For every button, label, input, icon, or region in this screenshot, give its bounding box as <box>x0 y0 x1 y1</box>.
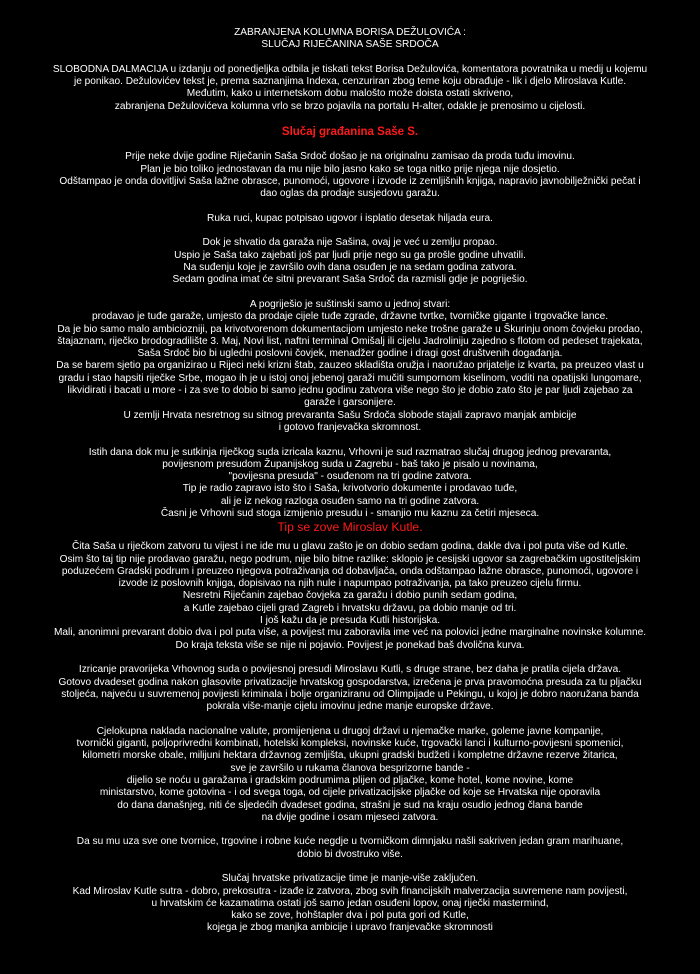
text-line: zabranjena Dežulovićeva kolumna vrlo se brzo pojavila na portalu H-alter, odakle je prenosimo u cijelosti. <box>114 100 586 112</box>
text-line: SLOBODNA DALMACIJA u izdanju od ponedjeljka odbila je tiskati tekst Borisa Dežulovića, komentatora povratnika u medij u kojemu <box>52 63 648 75</box>
text-line: Tip je radio zapravo isto što i Saša, krivotvorio dokumente i prodavao tuđe, <box>182 483 518 495</box>
section-heading-sasa: Slučaj građanina Saše S. <box>281 126 419 139</box>
text-line: izvode iz poslovnih knjiga, dopisivao na njih nule i napumpao potraživanja, pa tako preuzeo cijelu firmu. <box>118 578 582 590</box>
text-line: Odštampao je onda dovitljivi Saša lažne obrasce, punomoći, ugovore i izvode iz zemljišnih knjiga, napravio javnobilježnički pečat i <box>59 175 641 187</box>
text-line: Da se barem sjetio pa organizirao u Rijeci neki krizni štab, zauzeo skladišta oružja i naoružao prijatelje iz kvarta, pa preuzeo vlast u <box>56 360 644 372</box>
text-line: Cjelokupna naklada nacionalne valute, promijenjena u drugoj državi u njemačke marke, goleme javne kompanije, <box>96 725 604 737</box>
text-line: štajaznam, riječko brodogradilište 3. Maj, Novi list, naftni terminal Omišalj ili cijelu Jadroliniju zajedno s flotom od pedeset trajekata, <box>57 335 643 347</box>
paragraph-5 <box>30 447 670 521</box>
text-line: tvornički giganti, poljoprivredni kombinati, hotelski kompleksi, novinske kuće, trgovački lanci i kulturno-povijesni spomenici, <box>76 738 624 750</box>
text-line: a Kutle zajebao cijeli grad Zagreb i hrvatsku državu, pa dobio manje od tri. <box>183 602 517 614</box>
text-line: ali je iz nekog razloga osuđen samo na tri godine zatvora. <box>220 495 480 507</box>
text-line: Izricanje pravorijeka Vrhovnog suda o povijesnoj presudi Miroslavu Kutli, s druge strane, bez daha je pratila cijela država. <box>78 664 622 676</box>
text-line: poduzećem Gradski podrum i preuzeo njegova potraživanja od dobavljača, onda odštampao lažne obrasce, punomoći, ugovore i <box>61 565 639 577</box>
text-line: Da je bio samo malo ambiciozniji, pa krivotvorenom dokumentacijom umjesto neke trošne garaže u Škurinju onom čovjeku prodao, <box>57 323 643 335</box>
section-heading-kutle: Tip se zove Miroslav Kutle. <box>277 520 423 535</box>
paragraph-4 <box>30 299 670 434</box>
article-title <box>30 27 670 52</box>
text-line: Međutim, kako u internetskom dobu malošto može doista ostati skriveno, <box>186 88 514 100</box>
paragraph-3 <box>30 237 670 286</box>
text-line: Uspio je Saša tako zajebati još par ljudi prije nego su ga prošle godine uhvatili. <box>174 249 526 261</box>
text-line: "povijesna presuda" - osuđenom na tri godine zatvora. <box>228 471 472 483</box>
text-line: garaže i garsonijere. <box>304 397 396 409</box>
text-line: ministarstvo, kome gotovina - i od svega toga, od cijele privatizacijske pljačke od koje se Hrvatska nije oporavila <box>99 787 601 799</box>
text-line: I još kažu da je presuda Kutli historijska. <box>259 615 441 627</box>
text-line: kojega je zbog manjka ambicije i upravo franjevačke skromnosti <box>207 922 493 934</box>
text-line: Da su mu uza sve one tvornice, trgovine i robne kuće negdje u tvorničkom dimnjaku našli sakriven jedan gram marihuane, <box>76 836 624 848</box>
text-line: gradu i stao hapsiti riječke Srbe, mogao ih je u istoj onoj jebenoj garaži mučiti sumpornom kiselinom, voditi na opatijski lungomare, <box>58 372 642 384</box>
paragraph-9 <box>30 836 670 861</box>
text-line: sve je završilo u rukama članova besprizorne bande - <box>230 762 470 774</box>
paragraph-6 <box>30 541 670 652</box>
text-line: na dvije godine i osam mjeseci zatvora. <box>261 811 439 823</box>
text-line: Ruka ruci, kupac potpisao ugovor i isplatio desetak hiljada eura. <box>207 212 493 224</box>
text-line: i gotovo franjevačka skromnost. <box>278 421 422 433</box>
text-line: kilometri morske obale, milijuni hektara državnog zemljišta, ukupni gradski budžeti i kompletne državne rezerve žitarica, <box>82 750 618 762</box>
text-line: dao oglas da prodaje susjedovu garažu. <box>260 188 440 200</box>
paragraph-1 <box>30 151 670 200</box>
text-line: Dok je shvatio da garaža nije Sašina, ovaj je već u zemlju propao. <box>202 237 498 249</box>
text-line: Prije neke dvije godine Riječanin Saša Srdoč došao je na originalnu zamisao da proda tuđu imovinu. <box>125 151 575 163</box>
text-line: Mali, anonimni prevarant dobio dva i pol puta više, a povijest mu zaboravila ime već na polovici jedne marginalne novinske kolumne. <box>53 627 647 639</box>
text-line: kako se zove, hohštapler dva i pol puta gori od Kutle, <box>231 910 469 922</box>
text-line: Slučaj hrvatske privatizacije time je manje-više zaključen. <box>221 873 479 885</box>
text-line: Saša Srdoč bio bi ugledni poslovni čovjek, menadžer godine i dragi gost društvenih događanja. <box>137 348 563 360</box>
text-line: dobio bi dvostruko više. <box>297 848 403 860</box>
paragraph-10 <box>30 873 670 934</box>
text-line: U zemlji Hrvata nesretnog su sitnog prevaranta Sašu Srdoča slobode stajali zapravo manjak ambicije <box>123 409 577 421</box>
text-line: Sedam godina imat će sitni prevarant Saša Srdoč da razmisli gdje je pogriješio. <box>172 274 528 286</box>
text-line: Do kraja teksta više se nije ni pojavio. Povijest je ponekad baš dvolična kurva. <box>175 639 525 651</box>
text-line: u hrvatskim će kazamatima ostati još samo jedan osuđeni lopov, onaj riječki mastermind, <box>151 897 549 909</box>
text-line: likvidirati i bacati u more - i za sve to dobio bi samo jednu godinu zatvora više nego što je dobio zato što je par ljudi zajebao za <box>67 385 633 397</box>
text-line: povijesnom presudom Županijskog suda u Zagrebu - baš tako je pisalo u novinama, <box>162 458 538 470</box>
text-line: stoljeća, najveću u suvremenoj povijesti kriminala i bolje organiziranu od Olimpijade u Pekingu, u kojoj je dobro naoružana banda <box>61 688 639 700</box>
intro-paragraph <box>30 64 670 113</box>
text-line: dijelio se noću u garažama i gradskim podrumima plijen od pljačke, kome hotel, kome novine, kome <box>126 774 574 786</box>
text-line: je ponikao. Dežulovićev tekst je, prema saznanjima Indexa, cenzuriran zbog teme koju obrađuje - lik i djelo Miroslava Kutle. <box>73 76 627 88</box>
text-line: Kad Miroslav Kutle sutra - dobro, prekosutra - izađe iz zatvora, zbog svih financijskih malverzacija suvremene nam povijesti, <box>72 885 628 897</box>
text-line: Časni je Vrhovni sud stoga izmijenio presudu i - smanjio mu kaznu za četiri mjeseca. <box>160 507 540 519</box>
article <box>30 27 670 935</box>
title-line-2: SLUČAJ RIJEČANINA SAŠE SRDOČA <box>261 39 439 51</box>
text-line: Gotovo dvadeset godina nakon glasovite privatizacije hrvatskog gospodarstva, izrečena je prva pravomoćna presuda za tu pljačku <box>58 676 642 688</box>
paragraph-2 <box>30 213 670 225</box>
text-line: Osim što taj tip nije prodavao garažu, nego podrum, nije bilo bitne razlike: sklopio je cesijski ugovor sa zagrebačkim ugostiteljskim <box>59 553 641 565</box>
text-line: Čita Saša u riječkom zatvoru tu vijest i ne ide mu u glavu zašto je on dobio sedam godina, dakle dva i pol puta više od Kutle. <box>71 541 629 553</box>
text-line: A pogriješio je suštinski samo u jednoj stvari: <box>249 298 451 310</box>
text-line: prodavao je tuđe garaže, umjesto da prodaje cijele tuđe zgrade, državne tvrtke, tvorničke gigante i trgovačke lance. <box>91 311 609 323</box>
text-line: Istih dana dok mu je sutkinja riječkog suda izricala kaznu, Vrhovni je sud razmatrao slučaj drugog jednog prevaranta, <box>88 446 612 458</box>
paragraph-8 <box>30 726 670 824</box>
text-line: Nesretni Riječanin zajebao čovjeka za garažu i dobio punih sedam godina, <box>182 590 518 602</box>
title-line-1: ZABRANJENA KOLUMNA BORISA DEŽULOVIĆA : <box>234 27 466 38</box>
paragraph-7 <box>30 664 670 713</box>
text-line: Plan je bio toliko jednostavan da mu nije bilo jasno kako se toga nitko prije njega nije dosjetio. <box>140 163 560 175</box>
text-line: do dana današnjeg, niti će sljedećih dvadeset godina, strašni je sud na kraju osudio jednog člana bande <box>117 799 583 811</box>
text-line: Na suđenju koje je završilo ovih dana osuđen je na sedam godina zatvora. <box>183 262 517 274</box>
text-line: pokrala više-manje cijelu imovinu jedne manje europske države. <box>206 701 494 713</box>
